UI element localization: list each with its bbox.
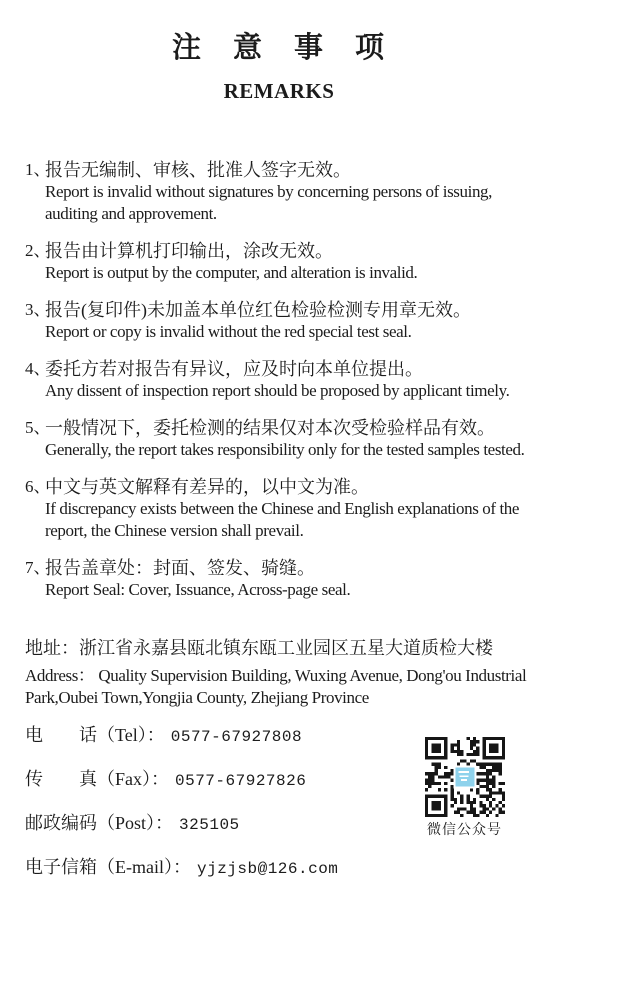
fax-value: 0577-67927826 [175, 772, 307, 791]
item-text-en: Report Seal: Cover, Issuance, Across-page seal. [45, 580, 351, 600]
remark-item-1 [25, 159, 563, 225]
email-value: yjzjsb@126.com [196, 860, 339, 879]
item-number: 4、 [25, 359, 51, 379]
page-header [25, 33, 563, 102]
item-text-cn: 报告无编制、审核、批准人签字无效。 [45, 160, 351, 181]
item-text-en: Report is invalid without signatures by concerning persons of issuing, [45, 182, 492, 202]
item-text-cn: 中文与英文解释有差异的，以中文为准。 [45, 477, 369, 498]
item-number: 7、 [25, 558, 51, 578]
item-number: 2、 [25, 241, 51, 261]
remark-item-7 [25, 557, 563, 601]
item-text-en: If discrepancy exists between the Chinese and English explanations of the [45, 499, 520, 519]
fax-label: 传 真（Fax）： [25, 769, 169, 790]
remark-item-5 [25, 417, 563, 461]
address-block [25, 637, 563, 709]
item-text-en: Any dissent of inspection report should be proposed by applicant timely. [45, 381, 510, 401]
remark-item-6 [25, 476, 563, 542]
contact-row-email [25, 856, 563, 880]
post-value: 325105 [179, 816, 240, 835]
address-en: Park,Oubei Town,Yongjia County, Zhejiang Province [25, 688, 369, 708]
item-text-en: Report or copy is invalid without the red special test seal. [45, 322, 412, 342]
item-text-cn: 报告(复印件)未加盖本单位红色检验检测专用章无效。 [45, 300, 471, 321]
wechat-qr-label: 微信公众号 [427, 823, 502, 838]
item-text-cn: 报告由计算机打印输出，涂改无效。 [45, 241, 333, 262]
page-title: 注意事项 [171, 32, 416, 64]
item-number: 6、 [25, 477, 51, 497]
page-subtitle: REMARKS [223, 79, 335, 104]
remarks-list [25, 159, 563, 601]
item-number: 1、 [25, 160, 51, 180]
item-number: 5、 [25, 418, 51, 438]
remark-item-4 [25, 358, 563, 402]
remark-item-2 [25, 240, 563, 284]
item-number: 3、 [25, 300, 51, 320]
wechat-qr-block [425, 737, 505, 840]
item-text-en: Generally, the report takes responsibility only for the tested samples tested. [45, 440, 525, 460]
post-label: 邮政编码（Post）： [25, 813, 174, 834]
wechat-qr-code-icon [425, 737, 505, 817]
item-text-cn: 报告盖章处：封面、签发、骑缝。 [45, 558, 315, 579]
tel-value: 0577-67927808 [170, 728, 303, 747]
item-text-en: report, the Chinese version shall prevail. [45, 521, 304, 541]
item-text-en: auditing and approvement. [45, 204, 217, 224]
item-text-cn: 一般情况下，委托检测的结果仅对本次受检验样品有效。 [45, 418, 495, 439]
address-cn: 地址：浙江省永嘉县瓯北镇东瓯工业园区五星大道质检大楼 [25, 638, 493, 659]
tel-label: 电 话（Tel）： [25, 725, 165, 746]
address-en: Address： Quality Supervision Building, Wuxing Avenue, Dong'ou Industrial [25, 666, 527, 686]
email-label: 电子信箱（E-mail）： [25, 857, 191, 878]
item-text-en: Report is output by the computer, and alteration is invalid. [45, 263, 418, 283]
remark-item-3 [25, 299, 563, 343]
item-text-cn: 委托方若对报告有异议，应及时向本单位提出。 [45, 359, 423, 380]
